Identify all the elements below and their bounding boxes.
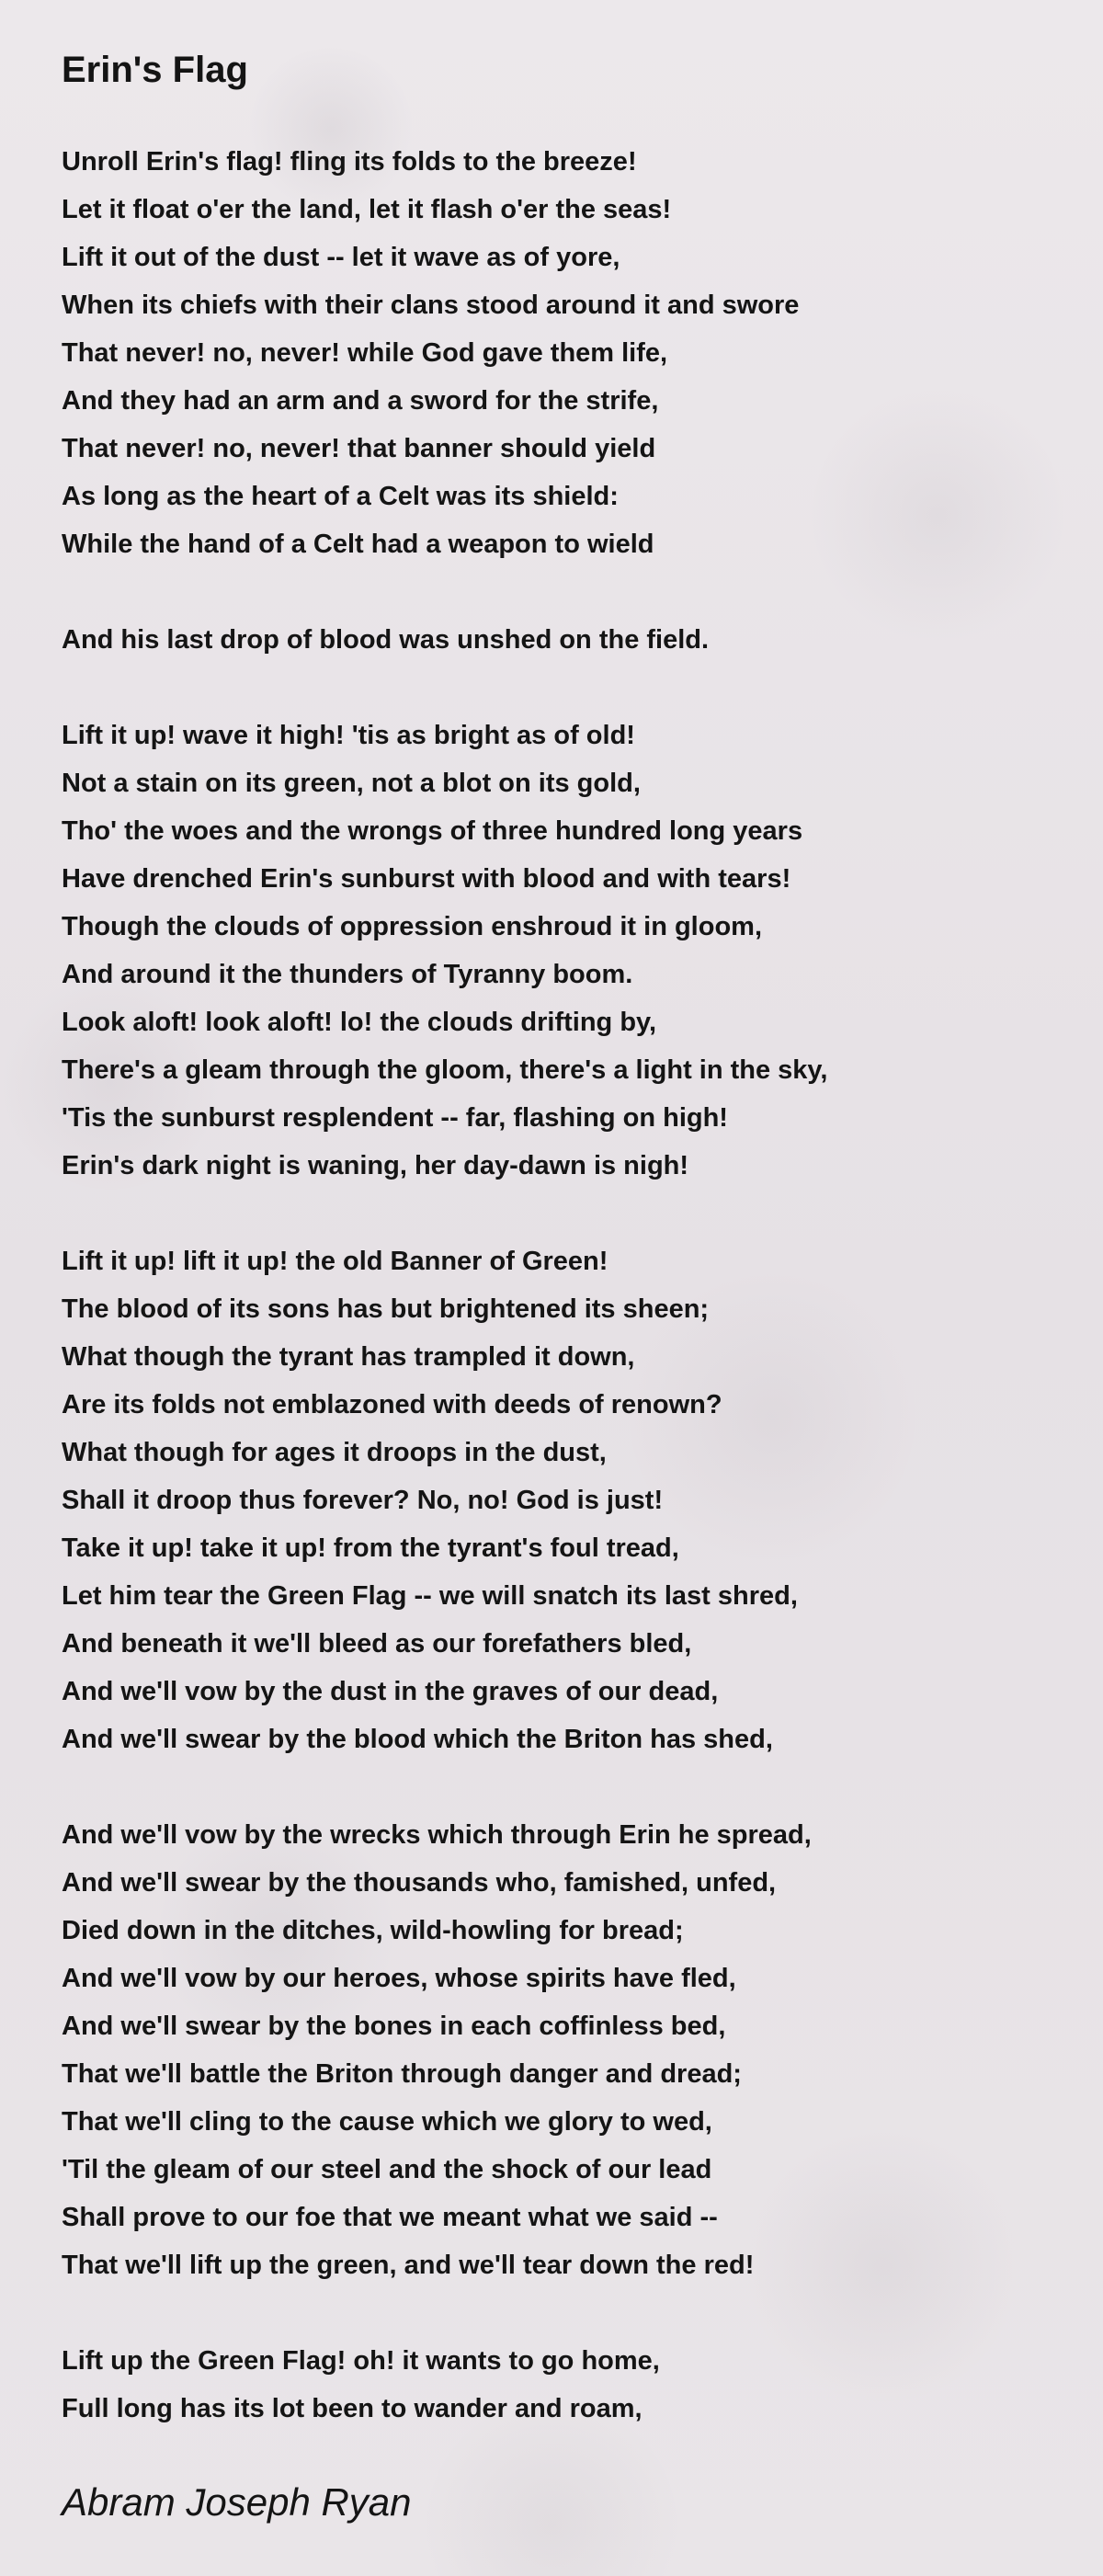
poem-line: Look aloft! look aloft! lo! the clouds drifting by, [62, 1008, 657, 1037]
stanza-break [62, 1190, 1073, 1237]
poem-line: That never! no, never! that banner should yield [62, 434, 656, 463]
poem-line: Lift it up! lift it up! the old Banner of Green! [62, 1247, 608, 1276]
stanza [62, 1811, 1073, 2289]
stanza [62, 2337, 1073, 2433]
poem-line: Are its folds not emblazoned with deeds of renown? [62, 1390, 722, 1419]
poem-line: When its chiefs with their clans stood around it and swore [62, 291, 800, 320]
poem-line: That never! no, never! while God gave them life, [62, 338, 668, 368]
stanza-break [62, 664, 1073, 712]
stanza [62, 138, 1073, 568]
poem-line: Not a stain on its green, not a blot on its gold, [62, 769, 641, 798]
poem-line: 'Tis the sunburst resplendent -- far, flashing on high! [62, 1103, 728, 1133]
poem-line: And we'll vow by the wrecks which through Erin he spread, [62, 1820, 812, 1850]
poem-line: The blood of its sons has but brightened its sheen; [62, 1294, 710, 1324]
poem-line: Shall it droop thus forever? No, no! God is just! [62, 1486, 664, 1515]
poem-line: That we'll cling to the cause which we glory to wed, [62, 2107, 712, 2137]
poem-line: And we'll vow by the dust in the graves of our dead, [62, 1677, 719, 1706]
stanza [62, 712, 1073, 1190]
poem-line: While the hand of a Celt had a weapon to wield [62, 530, 654, 559]
stanza [62, 616, 1073, 664]
poem-line: Died down in the ditches, wild-howling for bread; [62, 1916, 684, 1945]
poem-line: 'Til the gleam of our steel and the shock of our lead [62, 2155, 712, 2184]
poem-line: Full long has its lot been to wander and roam, [62, 2394, 642, 2423]
poem-title: Erin's Flag [62, 50, 248, 90]
poem-line: Shall prove to our foe that we meant what we said -- [62, 2203, 718, 2232]
poem-line: What though for ages it droops in the dust, [62, 1438, 607, 1467]
poem-author: Abram Joseph Ryan [62, 2480, 412, 2524]
poem-line: Unroll Erin's flag! fling its folds to the breeze! [62, 147, 637, 177]
poem-line: Let it float o'er the land, let it flash o'er the seas! [62, 195, 672, 224]
poem-line: As long as the heart of a Celt was its shield: [62, 482, 619, 511]
poem-line: Take it up! take it up! from the tyrant's foul tread, [62, 1533, 679, 1563]
poem-body [62, 138, 1073, 2433]
stanza [62, 1237, 1073, 1763]
stanza-break [62, 2289, 1073, 2337]
poem-line: That we'll lift up the green, and we'll tear down the red! [62, 2251, 755, 2280]
poem-line: Have drenched Erin's sunburst with blood and with tears! [62, 864, 791, 894]
poem-line: Though the clouds of oppression enshroud it in gloom, [62, 912, 763, 941]
poem-line: And we'll swear by the thousands who, famished, unfed, [62, 1868, 777, 1898]
poem-line: And we'll swear by the bones in each coffinless bed, [62, 2012, 726, 2041]
poem-line: Let him tear the Green Flag -- we will snatch its last shred, [62, 1581, 798, 1611]
poem-line: What though the tyrant has trampled it down, [62, 1342, 635, 1372]
poem-line: That we'll battle the Briton through danger and dread; [62, 2059, 742, 2089]
poem-line: And his last drop of blood was unshed on the field. [62, 625, 710, 655]
poem-line: Erin's dark night is waning, her day-dawn is nigh! [62, 1151, 689, 1180]
poem-line: Lift up the Green Flag! oh! it wants to go home, [62, 2346, 660, 2376]
poem-line: And around it the thunders of Tyranny boom. [62, 960, 633, 989]
poem-line: Lift it up! wave it high! 'tis as bright as of old! [62, 721, 635, 750]
poem-line: Tho' the woes and the wrongs of three hundred long years [62, 816, 803, 846]
poem-line: And we'll vow by our heroes, whose spirits have fled, [62, 1964, 736, 1993]
poem-line: Lift it out of the dust -- let it wave as of yore, [62, 243, 620, 272]
poem-line: And they had an arm and a sword for the strife, [62, 386, 659, 416]
poem-line: And beneath it we'll bleed as our forefathers bled, [62, 1629, 692, 1658]
stanza-break [62, 568, 1073, 616]
poem-line: There's a gleam through the gloom, there's a light in the sky, [62, 1055, 828, 1085]
poem-line: And we'll swear by the blood which the Briton has shed, [62, 1725, 773, 1754]
stanza-break [62, 1763, 1073, 1811]
